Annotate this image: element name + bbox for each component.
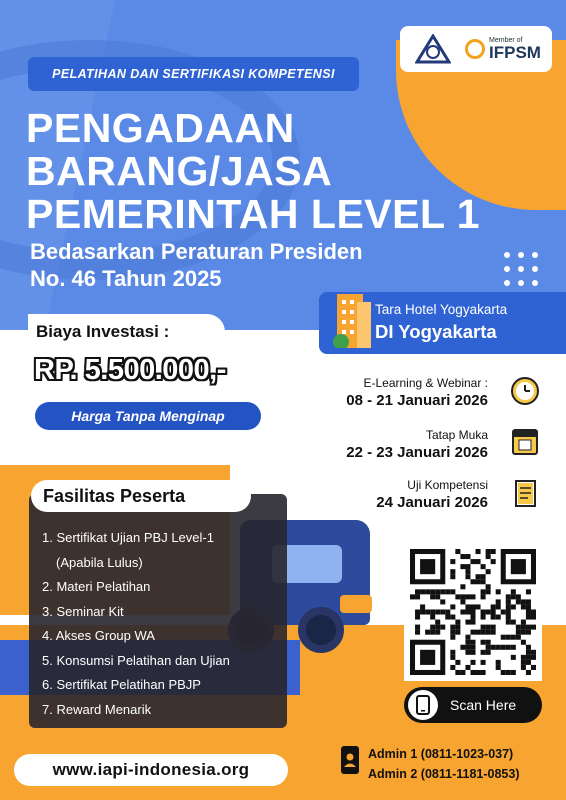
- list-item: 3. Seminar Kit: [42, 603, 124, 619]
- investment-label: Biaya Investasi :: [28, 314, 225, 350]
- truck-wheel: [298, 607, 344, 653]
- price-note-badge: Harga Tanpa Menginap: [35, 402, 261, 430]
- venue-card: [319, 292, 566, 354]
- document-icon: [510, 478, 540, 508]
- program-badge: PELATIHAN DAN SERTIFIKASI KOMPETENSI: [28, 57, 359, 91]
- partner-logos: [400, 26, 552, 72]
- building-icon: [333, 288, 373, 348]
- schedule-elearning: [346, 376, 488, 409]
- list-item: 1. Sertifikat Ujian PBJ Level-1: [42, 530, 214, 545]
- subtitle-line-1: Bedasarkan Peraturan Presiden: [30, 239, 363, 264]
- calendar-icon: [510, 426, 540, 456]
- phone-icon: [408, 690, 438, 720]
- clock-icon: [510, 376, 540, 406]
- venue-city: DI Yogyakarta: [375, 321, 497, 342]
- iapi-logo-icon: [411, 32, 455, 66]
- truck-bumper: [340, 595, 372, 613]
- list-item: 6. Sertifikat Pelatihan PBJP: [42, 677, 201, 692]
- scan-label: Scan Here: [450, 697, 517, 713]
- list-item: 4. Akses Group WA: [42, 628, 155, 643]
- page-title: [26, 107, 480, 236]
- admin-contacts: [368, 744, 519, 784]
- list-item: 2. Materi Pelatihan: [42, 579, 151, 594]
- facilities-title: Fasilitas Peserta: [31, 480, 251, 512]
- member-of-label: Member of: [489, 37, 523, 44]
- list-item: 5. Konsumsi Pelatihan dan Ujian: [42, 652, 230, 668]
- scan-here-button[interactable]: [404, 687, 542, 723]
- contact-icon: [341, 746, 359, 774]
- subtitle: [30, 238, 363, 292]
- schedule-date: 24 Januari 2026: [376, 494, 488, 511]
- subtitle-line-2: No. 46 Tahun 2025: [30, 266, 222, 291]
- price-value: RP. 5.500.000,-: [34, 354, 226, 386]
- venue-hotel: Tara Hotel Yogyakarta: [375, 302, 508, 317]
- title-line-2: BARANG/JASA: [26, 148, 333, 194]
- admin-1-contact[interactable]: Admin 1 (0811-1023-037): [368, 747, 514, 761]
- schedule-date: 22 - 23 Januari 2026: [346, 444, 488, 461]
- qr-code-image: [410, 549, 536, 675]
- facilities-list: [42, 526, 230, 722]
- ifpsm-name: IFPSM: [489, 43, 541, 62]
- ifpsm-logo: [465, 37, 541, 61]
- schedule-label: Tatap Muka: [425, 428, 488, 442]
- list-item: 7. Reward Menarik: [42, 701, 152, 717]
- title-line-1: PENGADAAN: [26, 105, 295, 151]
- decor-dots: [504, 252, 538, 286]
- qr-code[interactable]: [404, 543, 542, 681]
- schedule-tatap-muka: [346, 428, 488, 461]
- schedule-date: 08 - 21 Januari 2026: [346, 392, 488, 409]
- title-line-3: PEMERINTAH LEVEL 1: [26, 191, 480, 237]
- schedule-uji: [376, 478, 488, 511]
- website-link[interactable]: www.iapi-indonesia.org: [14, 754, 288, 786]
- admin-2-contact[interactable]: Admin 2 (0811-1181-0853): [368, 767, 520, 781]
- schedule-label: Uji Kompetensi: [407, 478, 488, 492]
- ifpsm-logo-icon: [465, 39, 485, 59]
- schedule-label: E-Learning & Webinar :: [363, 376, 488, 390]
- list-item: (Apabila Lulus): [56, 554, 143, 570]
